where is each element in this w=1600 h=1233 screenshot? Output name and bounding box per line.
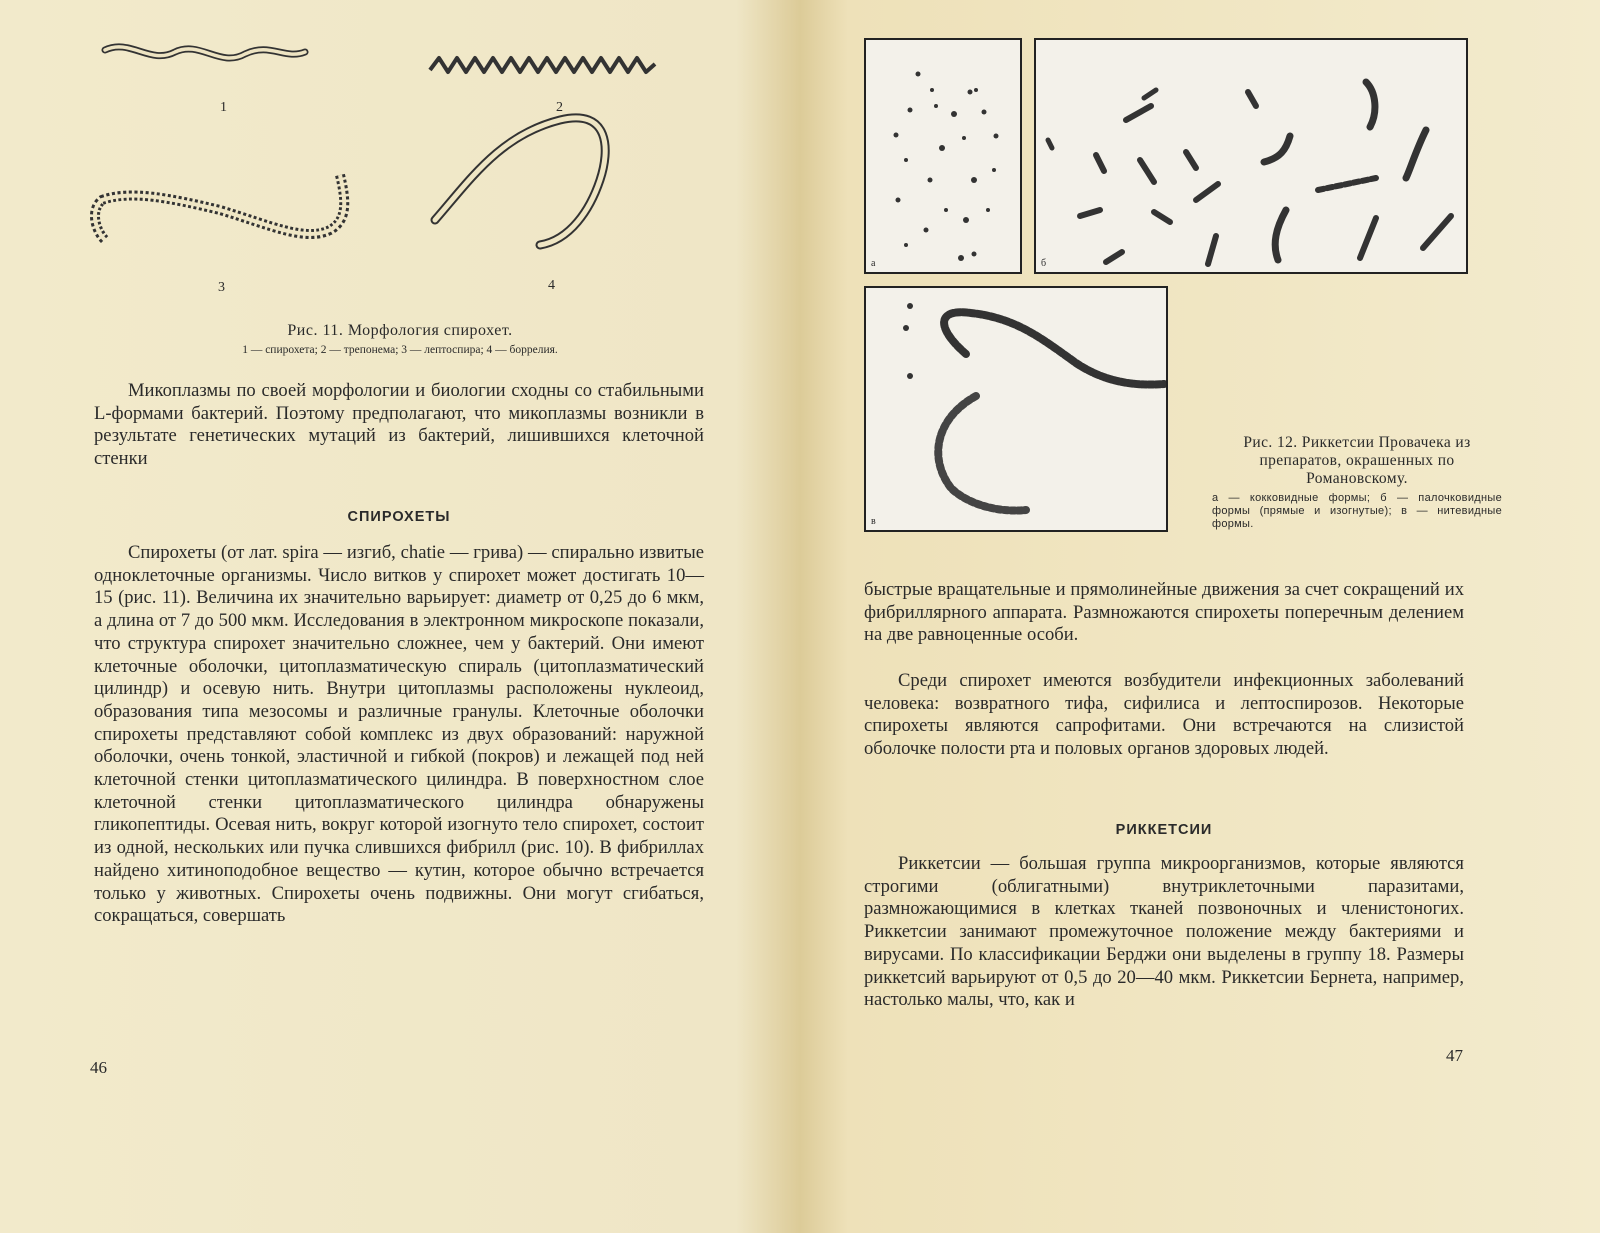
panel-label-b: б [1041,258,1047,269]
coccoid-forms-image [866,40,1020,272]
figure-12-caption [1212,434,1502,531]
spirochetes-paragraph: Спирохеты (от лат. spira — изгиб, chatie — грива) — спирально извитые одноклеточные организмы. Число витков у спирохет может достигать 10—15 (рис. 11). Величина их значительно варьирует: диаметр от 0,25 до 6 мкм, а длина от 7 до 500 мкм. Исследования в электронном микроскопе показали, что структура спирохет значительно сложнее, чем у бактерий. Они имеют клеточные оболочки, цитоплазматическую спираль (цитоплазматический цилиндр) и осевую нить. Внутри цитоплазмы расположены нуклеоид, образования типа мезосомы и различные гранулы. Клеточные оболочки спирохеты представляют собой комплекс из двух образований: наружной оболочки, очень тонкой, эластичной и гибкой (покров) и лежащей под ней клеточной стенки цитоплазматического цилиндра. В поверхностном слое клеточной стенки цитоплазматического цилиндра обнаружены гликопептиды. Осевая нить, вокруг которой изогнуто тело спирохет, состоит из одной, нескольких или пучка слившихся фибрилл (рис. 10). В фибриллах найдено хитиноподобное вещество — кутин, которое обычно встречается только у животных. Спирохеты очень подвижны. Они могут сгибаться, сокращаться, совершать [94,542,704,927]
treponema-drawing [430,58,655,72]
page-number: 47 [1446,1046,1463,1065]
panel-label-a: а [871,258,876,269]
figure-12-caption-legend: а — кокковидные формы; б — палочковидные формы (прямые и изогнутые); в — нитевидные формы. [1212,492,1502,530]
leptospira-drawing [95,175,344,240]
pathogens-paragraph: Среди спирохет имеются возбудители инфекционных заболеваний человека: возвратного тифа, сифилиса и лептоспирозов. Некоторые спирохеты являются сапрофитами. Они встречаются на слизистой оболочке полости рта и половых органов здоровых людей. [864,670,1464,760]
figure-label-1: 1 [220,100,227,115]
section-heading-spirochetes: СПИРОХЕТЫ [347,509,451,525]
panel-label-c: в [871,516,876,527]
figure-11-caption-title: Рис. 11. Морфология спирохет. [287,322,513,339]
figure-label-4: 4 [548,278,555,293]
rod-forms-image [1036,40,1466,272]
section-heading-rickettsiae: РИККЕТСИИ [1115,822,1213,838]
figure-12-caption-title: Рис. 12. Риккетсии Провачека из препаратов, окрашенных по Романовскому. [1243,434,1471,487]
mycoplasma-paragraph: Микоплазмы по своей морфологии и биологии сходны со стабильными L-формами бактерий. Поэтому предполагают, что микоплазмы возникли в результате генетических мутаций из бактерий, лишившихся клеточной стенки [94,380,704,470]
figure-label-3: 3 [218,280,225,295]
micrograph-panel-a [864,38,1022,274]
spirochetes-continued-paragraph: быстрые вращательные и прямолинейные движения за счет сокращений их фибриллярного аппарата. Размножаются спирохеты поперечным делением на две равноценные особи. [864,579,1464,646]
figure-label-2: 2 [556,100,563,115]
filamentous-forms-image [866,288,1166,530]
micrograph-panel-c [864,286,1168,532]
figure-11-caption-legend: 1 — спирохета; 2 — трепонема; 3 — лептоспира; 4 — боррелия. [242,344,558,356]
spirochete-morphology-figure [90,30,710,300]
figure-11-caption [90,322,710,356]
page-number: 46 [90,1058,107,1077]
rickettsiae-paragraph: Риккетсии — большая группа микроорганизмов, которые являются строгими (облигатными) внутриклеточными паразитами, размножающимися в клетках тканей позвоночных и членистоногих. Риккетсии занимают промежуточное положение между бактериями и вирусами. По классификации Берджи они выделены в группу 18. Размеры риккетсий варьируют от 0,5 до 20—40 мкм. Риккетсии Бернета, например, настолько малы, что, как и [864,853,1464,1011]
micrograph-panel-b [1034,38,1468,274]
